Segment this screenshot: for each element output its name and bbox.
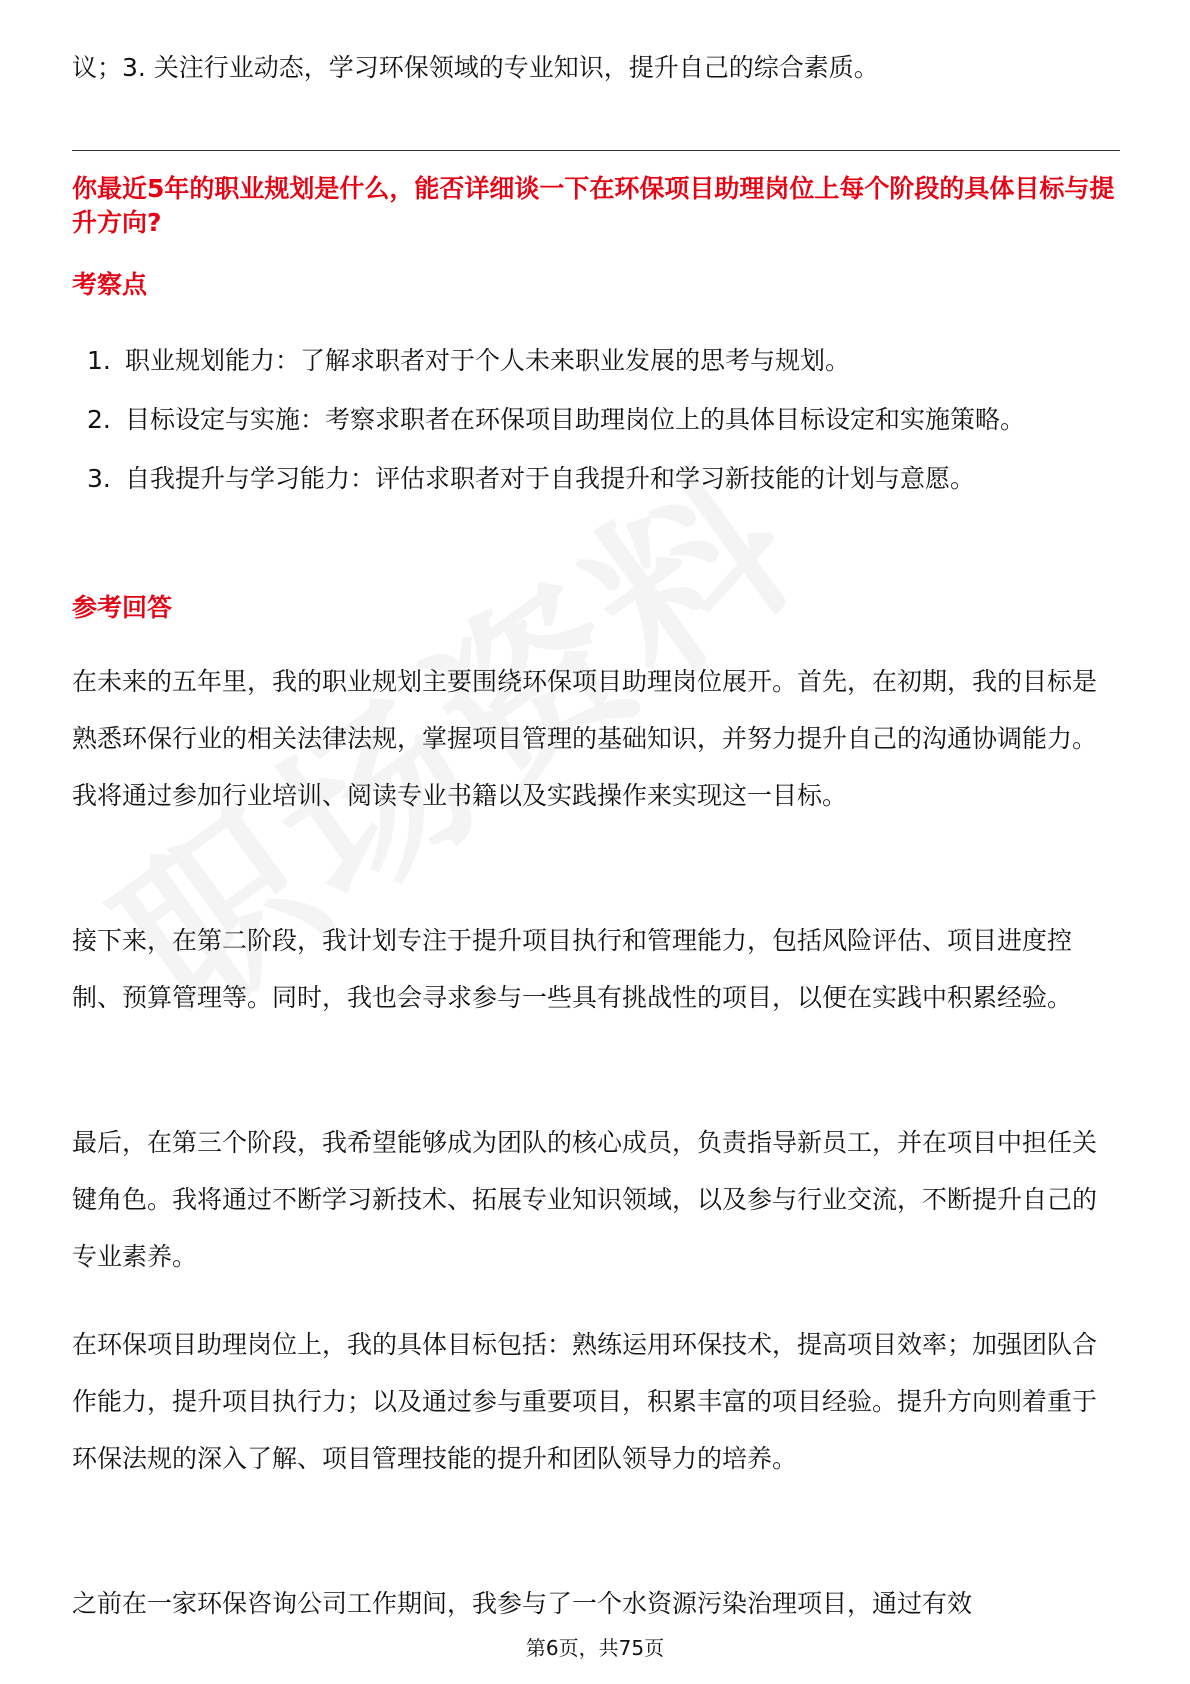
list-item-text: 自我提升与学习能力：评估求职者对于自我提升和学习新技能的计划与意愿。 [125, 464, 976, 493]
list-item [72, 451, 1120, 507]
reference-answer-heading: 参考回答 [72, 593, 173, 622]
continued-text-line: 议；3. 关注行业动态，学习环保领域的专业知识，提升自己的综合素质。 [72, 53, 879, 82]
list-item-text: 目标设定与实施：考察求职者在环保项目助理岗位上的具体目标设定和实施策略。 [125, 405, 1026, 434]
list-item-number: 2. [87, 405, 111, 434]
list-item [72, 392, 1120, 448]
section-divider [72, 150, 1120, 151]
answer-paragraph: 之前在一家环保咨询公司工作期间，我参与了一个水资源污染治理项目，通过有效 [72, 1589, 973, 1618]
interview-question: 你最近5年的职业规划是什么，能否详细谈一下在环保项目助理岗位上每个阶段的具体目标与提升方向? [72, 174, 1115, 237]
list-item [72, 333, 1120, 389]
page-number: 第6页，共75页 [525, 1636, 665, 1660]
list-item-number: 1. [87, 346, 111, 375]
answer-paragraph: 接下来，在第二阶段，我计划专注于提升项目执行和管理能力，包括风险评估、项目进度控制、预算管理等。同时，我也会寻求参与一些具有挑战性的项目，以便在实践中积累经验。 [72, 926, 1073, 1012]
list-item-number: 3. [87, 464, 111, 493]
answer-paragraph: 在环保项目助理岗位上，我的具体目标包括：熟练运用环保技术，提高项目效率；加强团队合作能力，提升项目执行力；以及通过参与重要项目，积累丰富的项目经验。提升方向则着重于环保法规的深入了解、项目管理技能的提升和团队领导力的培养。 [72, 1330, 1098, 1473]
answer-paragraph: 最后，在第三个阶段，我希望能够成为团队的核心成员，负责指导新员工，并在项目中担任关键角色。我将通过不断学习新技术、拓展专业知识领域，以及参与行业交流，不断提升自己的专业素养。 [72, 1128, 1098, 1271]
assessment-points-heading: 考察点 [72, 270, 148, 299]
answer-paragraph: 在未来的五年里，我的职业规划主要围绕环保项目助理岗位展开。首先，在初期，我的目标是熟悉环保行业的相关法律法规，掌握项目管理的基础知识，并努力提升自己的沟通协调能力。我将通过参加行业培训、阅读专业书籍以及实践操作来实现这一目标。 [72, 667, 1098, 810]
list-item-text: 职业规划能力：了解求职者对于个人未来职业发展的思考与规划。 [125, 346, 851, 375]
assessment-points-list [72, 333, 1120, 510]
